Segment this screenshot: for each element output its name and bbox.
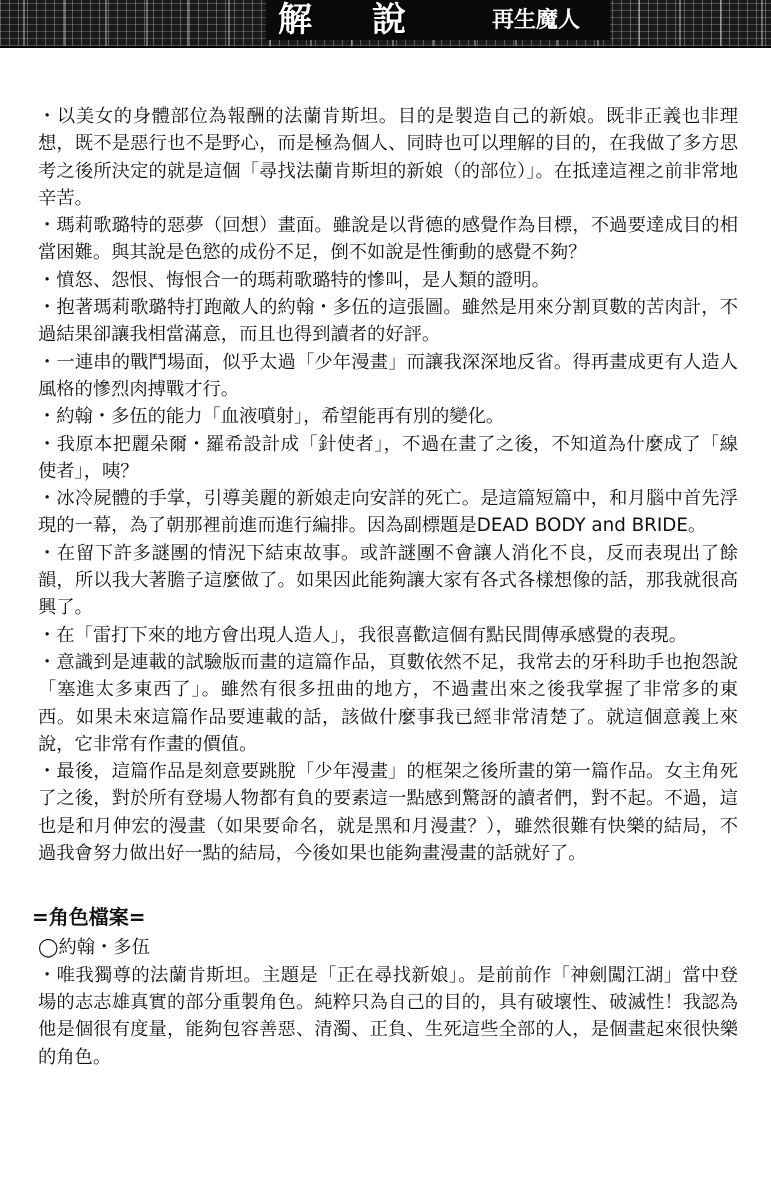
header-subtitle: 再生魔人 (492, 8, 581, 33)
header-title-char-2: 說 (372, 0, 406, 40)
header-banner (0, 0, 771, 48)
commentary-item-12: ・最後，這篇作品是刻意要跳脫「少年漫畫」的框架之後所畫的第一篇作品。女主角死了之後，對於所有登場人物都有負的要素這一點感到驚訝的讀者們，對不起。不過，這也是和月伸宏的漫畫（如果要命名，就是黑和月漫畫？），雖然很難有快樂的結局，不過我會努力做出好一點的結局，今後如果也能夠畫漫畫的話就好了。 (38, 761, 738, 865)
commentary-item-2: ・瑪莉歌璐特的惡夢（回想）畫面。雖說是以背德的感覺作為目標，不過要達成目的相當困難。與其說是色慾的成份不足，倒不如說是性衝動的感覺不夠？ (38, 215, 738, 264)
commentary-item-8: ・冰冷屍體的手掌，引導美麗的新娘走向安詳的死亡。是這篇短篇中，和月腦中首先浮現的一幕，為了朝那裡前進而進行編排。因為副標題是DEAD BODY and BRIDE。 (38, 488, 738, 537)
commentary-item-4: ・抱著瑪莉歌璐特打跑敵人的約翰・多伍的這張圖。雖然是用來分割頁數的苦肉計，不過結果卻讓我相當滿意，而且也得到讀者的好評。 (38, 297, 738, 346)
commentary-body (32, 103, 738, 1071)
commentary-item-10: ・在「雷打下來的地方會出現人造人」，我很喜歡這個有點民間傳承感覺的表現。 (38, 624, 687, 646)
commentary-item-1: ・以美女的身體部位為報酬的法蘭肯斯坦。目的是製造自己的新娘。既非正義也非理想，既不是惡行也不是野心，而是極為個人、同時也可以理解的目的，在我做了多方思考之後所決定的就是這個「尋找法蘭肯斯坦的新娘（的部位）」。在抵達這裡之前非常地辛苦。 (38, 106, 738, 209)
commentary-item-3: ・憤怒、怨恨、悔恨合一的瑪莉歌璐特的慘叫，是人類的證明。 (38, 269, 550, 291)
commentary-item-5: ・一連串的戰鬥場面，似乎太過「少年漫畫」而讓我深深地反省。得再畫成更有人造人風格的慘烈肉搏戰才行。 (38, 351, 738, 400)
header-title-char-1: 解 (278, 0, 312, 40)
commentary-item-11: ・意識到是連載的試驗版而畫的這篇作品，頁數依然不足，我常去的牙科助手也抱怨說「塞進太多東西了」。雖然有很多扭曲的地方，不過畫出來之後我掌握了非常多的東西。如果未來這篇作品要連載的話，該做什麼事我已經非常清楚了。就這個意義上來說，它非常有作畫的價值。 (38, 651, 738, 755)
commentary-item-7: ・我原本把麗朵爾・羅希設計成「針使者」，不過在畫了之後，不知道為什麼成了「線使者」，咦？ (38, 433, 738, 482)
character-profile-heading: =角色檔案= (32, 905, 146, 930)
character-description: ・唯我獨尊的法蘭肯斯坦。主題是「正在尋找新娘」。是前前作「神劍闖江湖」當中登場的志志雄真實的部分重製角色。純粹只為自己的目的，具有破壞性、破滅性！我認為他是個很有度量，能夠包容善惡、清濁、正負、生死這些全部的人，是個畫起來很快樂的角色。 (38, 964, 738, 1068)
commentary-item-9: ・在留下許多謎團的情況下結束故事。或許謎團不會讓人消化不良，反而表現出了餘韻，所以我大著膽子這麼做了。如果因此能夠讓大家有各式各樣想像的話，那我就很高興了。 (38, 542, 738, 619)
character-name: ◯約翰・多伍 (38, 937, 150, 959)
commentary-item-6: ・約翰・多伍的能力「血液噴射」，希望能再有別的變化。 (38, 406, 505, 428)
